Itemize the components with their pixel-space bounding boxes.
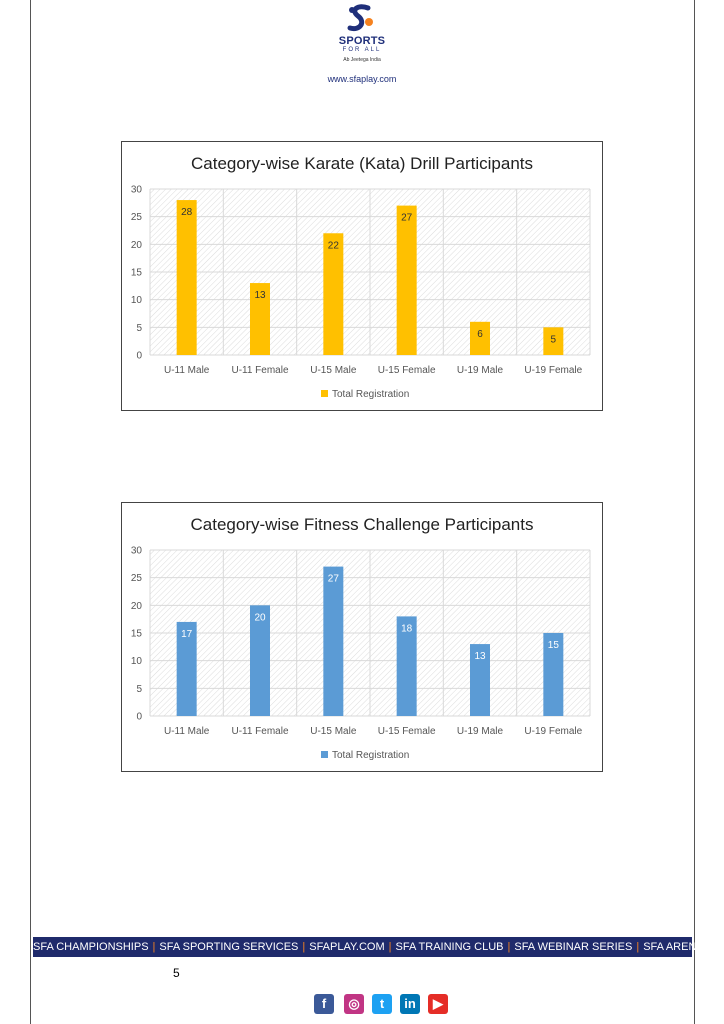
sfa-s-logo-icon [344,4,380,34]
legend-swatch [321,390,328,397]
bar [323,567,343,716]
y-tick-label: 20 [130,239,142,251]
footer-link[interactable]: SFAPLAY.COM [309,941,385,953]
y-tick-label: 10 [130,656,142,668]
twitter-icon[interactable]: t [372,994,392,1014]
y-tick-label: 0 [136,350,142,362]
data-label: 22 [327,240,339,252]
y-tick-label: 5 [136,683,142,695]
bar [323,233,343,355]
karate-chart-svg [122,142,602,410]
data-label: 18 [401,623,413,635]
karate-chart [121,141,603,411]
data-label: 27 [327,573,339,585]
x-tick-label: U-19 Female [524,726,583,737]
linkedin-icon[interactable]: in [400,994,420,1014]
instagram-icon[interactable]: ◎ [344,994,364,1014]
data-label: 13 [474,651,486,663]
y-tick-label: 30 [130,545,142,557]
fitness-chart [121,502,603,772]
fitness-chart-svg [122,503,602,771]
page-border-left [30,0,31,1024]
x-tick-label: U-15 Male [310,726,357,737]
youtube-icon[interactable]: ▶ [428,994,448,1014]
footer-separator: | [152,941,156,953]
legend-label: Total Registration [332,389,410,400]
page-number: 5 [173,966,180,980]
sfa-logo [330,4,394,68]
data-label: 13 [254,290,266,302]
footer-nav-bar [33,937,704,957]
x-tick-label: U-19 Female [524,365,583,376]
y-tick-label: 5 [136,322,142,334]
y-tick-label: 0 [136,711,142,723]
data-label: 20 [254,612,266,624]
logo-tagline: Ab Jeetega India [343,57,381,63]
facebook-icon[interactable]: f [314,994,334,1014]
x-tick-label: U-11 Male [163,365,210,376]
footer-link[interactable]: SFA ARENA [643,941,704,953]
x-tick-label: U-11 Female [231,726,289,737]
data-label: 15 [547,640,559,651]
x-tick-label: U-11 Female [231,365,289,376]
y-tick-label: 20 [130,600,142,612]
footer-link[interactable]: SFA WEBINAR SERIES [514,941,633,953]
footer-link[interactable]: SFA TRAINING CLUB [395,941,504,953]
footer-separator: | [507,941,511,953]
x-tick-label: U-11 Male [163,726,210,737]
y-tick-label: 25 [130,573,142,585]
chart-title: Category-wise Fitness Challenge Participants [190,515,534,534]
footer-separator: | [302,941,306,953]
y-tick-label: 30 [130,184,142,196]
data-label: 28 [181,207,193,219]
x-tick-label: U-15 Male [310,365,357,376]
x-tick-label: U-15 Female [377,365,436,376]
footer-separator: | [388,941,392,953]
data-label: 6 [477,328,483,340]
website-link[interactable]: www.sfaplay.com [327,74,397,84]
bar [397,206,417,355]
legend-swatch [321,751,328,758]
data-label: 17 [181,628,193,640]
logo-text: SPORTS [338,35,386,47]
footer-separator: | [636,941,640,953]
x-tick-label: U-19 Male [456,365,504,376]
footer-link[interactable]: SFA CHAMPIONSHIPS [33,941,149,953]
x-tick-label: U-15 Female [377,726,436,737]
y-tick-label: 15 [130,628,142,640]
bar [177,200,197,355]
data-label: 5 [550,334,557,346]
y-tick-label: 25 [130,212,142,224]
y-tick-label: 15 [130,267,142,279]
logo-subtext: FOR ALL [342,47,382,53]
page-border-right [694,0,695,1024]
y-tick-label: 10 [130,295,142,307]
legend-label: Total Registration [332,750,410,761]
chart-title: Category-wise Karate (Kata) Drill Participants [190,154,534,173]
footer-link[interactable]: SFA SPORTING SERVICES [159,941,299,953]
x-tick-label: U-19 Male [456,726,504,737]
data-label: 27 [401,212,413,224]
